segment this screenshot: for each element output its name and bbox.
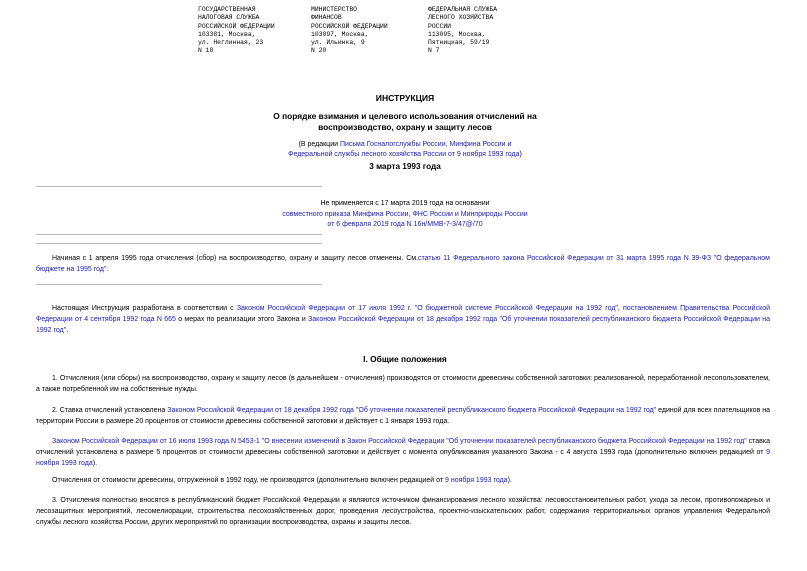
- header-line: N 7: [428, 47, 440, 55]
- notice-link[interactable]: от 6 февраля 2019 года N 16н/ММВ-7-3/47@/70: [327, 221, 483, 228]
- edition-link[interactable]: 9 ноября 1993 года: [444, 477, 508, 484]
- header-line: 113095, Москва,: [428, 30, 486, 38]
- paragraph-basis: [36, 304, 770, 336]
- header-line: 103381, Москва,: [198, 30, 256, 38]
- document-title-line: воспроизводство, охрану и защиту лесов: [318, 122, 492, 132]
- paragraph-text: единой для всех плательщиков на территории России в размере 20 процентов от стоимости древесины собственной заготовки и действует с 1 января 1993 года.: [36, 407, 771, 425]
- paragraph-text: Настоящая Инструкция разработана в соответствии с: [52, 305, 237, 312]
- notice-link[interactable]: совместного приказа Минфина России, ФНС России и Минприроды России: [282, 210, 528, 218]
- edition-link[interactable]: Федеральной службы лесного хозяйства России от 9 ноября 1993 года: [288, 151, 520, 158]
- paragraph-text: 2. Ставка отчислений установлена: [52, 407, 168, 414]
- section-item-1: 1. Отчисления (или сборы) на воспроизводство, охрану и защиту лесов (в дальнейшем - отчисления) производятся от стоимости древесины собственной заготовки: реализованной, переработанной лесопользователем, а также потребленной им на собственные нужды.: [36, 375, 770, 393]
- header-tax-service: [198, 6, 275, 56]
- header-forestry-service: [428, 6, 497, 56]
- header-line: 103097, Москва,: [311, 30, 369, 38]
- document-type: ИНСТРУКЦИЯ: [375, 93, 435, 103]
- resolution-link[interactable]: постановлением Правительства Российской Федерации от 4 сентября 1992 года N 665: [36, 305, 771, 323]
- header-line: ЛЕСНОГО ХОЗЯЙСТВА: [428, 14, 494, 22]
- header-line: N 20: [311, 47, 327, 55]
- header-line: НАЛОГОВАЯ СЛУЖБА: [198, 14, 260, 22]
- header-line: ФЕДЕРАЛЬНАЯ СЛУЖБА: [428, 6, 498, 13]
- paragraph-text: ).: [92, 459, 98, 467]
- header-line: ФИНАНСОВ: [311, 14, 342, 22]
- divider: [36, 243, 322, 244]
- header-ministry-finance: [311, 6, 388, 56]
- header-line: РОССИИ: [428, 22, 452, 30]
- section-item-2: [36, 406, 770, 428]
- paragraph-abolition-note: [36, 254, 770, 276]
- law-link[interactable]: статью 11 Федерального закона Российской Федерации от 31 марта 1995 года N 39-ФЗ "О федеральном бюджете на 1995 год": [36, 255, 770, 273]
- paragraph-text: .: [106, 265, 109, 273]
- section-item-3: 3. Отчисления полностью вносятся в республиканский бюджет Российской Федерации и являются источником финансирования лесного хозяйства: лесовосстановительных работ, ухода за лесом, противопожарных и лесозащитных мероприятий, лесомелиорации, строительства лесохозяйственных дорог, проведения лесоустройства, проектно-изыскательских работ, содержания территориальных органов управления Федеральной службы лесного хозяйства России, других мероприятий по организации воспроизводства, охраны и защиты лесов.: [36, 497, 770, 526]
- paragraph-text: ставка отчислений установлена в размере 5 процентов от стоимости древесины собственной заготовки и действует с момента опубликования указанного Закона - с 4 августа 1993 года (дополнительно включен редакцией от: [36, 438, 771, 456]
- law-link[interactable]: Законом Российской Федерации от 18 декабря 1992 года "Об уточнении показателей республиканского бюджета Российской Федерации на 1992 год": [36, 315, 770, 334]
- divider: [36, 186, 322, 187]
- law-link[interactable]: Законом Российской Федерации от 18 декабря 1992 года "Об уточнении показателей республиканского бюджета Российской Федерации на 1992 год": [167, 407, 657, 414]
- header-line: РОССИЙСКОЙ ФЕДЕРАЦИИ: [311, 22, 388, 30]
- notice-block: [60, 199, 750, 231]
- paragraph-text: Отчисления от стоимости древесины, отгруженной в 1992 году, не производятся (дополнительно включен редакцией от: [52, 477, 445, 484]
- header-line: РОССИЙСКОЙ ФЕДЕРАЦИИ: [198, 22, 275, 30]
- edition-prefix: (В редакции: [298, 141, 340, 148]
- section-title: I. Общие положения: [363, 354, 447, 364]
- divider: [36, 234, 322, 235]
- edition-note: [60, 140, 750, 160]
- divider: [36, 284, 322, 285]
- header-line: ул. Ильинка, 9: [311, 39, 365, 47]
- paragraph-text: ).: [507, 477, 512, 484]
- paragraph-text: ,: [617, 305, 624, 312]
- paragraph-text: Начиная с 1 апреля 1995 года отчисления (сбор) на воспроизводство, охрану и защиту лесов отменены. См.: [52, 255, 419, 262]
- header-line: Пятницкая, 59/19: [428, 39, 490, 47]
- header-line: ГОСУДАРСТВЕННАЯ: [198, 6, 256, 13]
- edition-link[interactable]: Письма Госналогслужбы России, Минфина России и: [339, 141, 512, 148]
- edition-suffix: ): [519, 151, 522, 158]
- header-line: N 18: [198, 47, 214, 55]
- notice-text: Не применяется с 17 марта 2019 года на основании: [320, 200, 490, 207]
- header-line: МИНИСТЕРСТВО: [311, 6, 358, 13]
- law-link[interactable]: Законом Российской Федерации от 17 июля 1992 г. "О бюджетной системе Российской Федерации на 1992 год": [236, 305, 618, 312]
- document-date: 3 марта 1993 года: [369, 162, 441, 171]
- document-title: [60, 111, 750, 133]
- law-link[interactable]: Законом Российской Федерации от 16 июля 1993 года N 5453-1 "О внесении изменений в Закон Российской Федерации "Об уточнении показателей республиканского бюджета Российской Федерации на 1992 год": [52, 438, 747, 445]
- edition-link[interactable]: 9 ноября 1993 года: [36, 448, 770, 467]
- paragraph-text: .: [66, 326, 69, 334]
- section-item-2-amendment: [36, 437, 770, 469]
- header-line: ул. Неглинная, 23: [198, 39, 264, 47]
- document-title-line: О порядке взимания и целевого использования отчислений на: [273, 111, 537, 121]
- paragraph-text: о мерах по реализации этого Закона и: [175, 315, 309, 323]
- section-item-2-note: [36, 476, 770, 487]
